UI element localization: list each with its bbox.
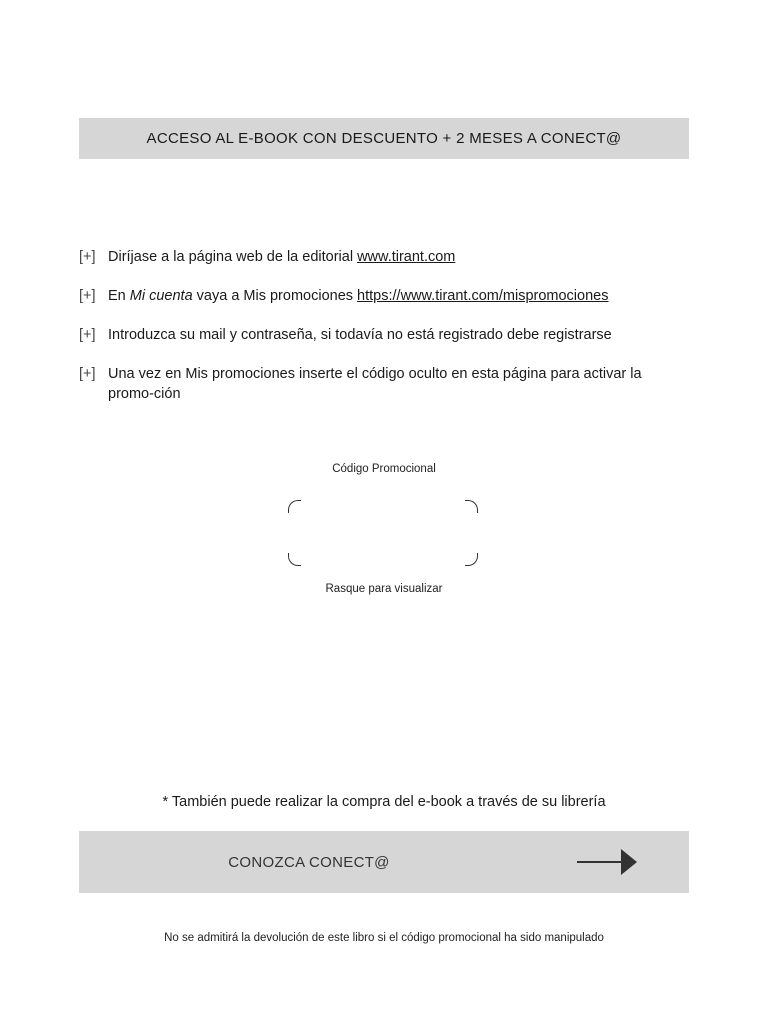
list-item <box>79 247 691 267</box>
mi-cuenta-text: Mi cuenta <box>129 288 193 304</box>
corner-mark <box>288 553 301 566</box>
step-text: En <box>108 288 130 304</box>
corner-mark <box>288 500 301 513</box>
promo-code-label: Código Promocional <box>332 463 436 475</box>
bullet-marker: [+] <box>79 249 96 265</box>
footer-disclaimer: No se admitirá la devolución de este libro si el código promocional ha sido manipulado <box>164 932 604 944</box>
scratch-hint: Rasque para visualizar <box>325 583 443 595</box>
list-item <box>79 364 691 404</box>
bullet-marker: [+] <box>79 288 96 304</box>
bullet-marker: [+] <box>79 327 96 343</box>
bookstore-note: * También puede realizar la compra del e-book a través de su librería <box>162 794 606 810</box>
list-item <box>79 286 691 306</box>
corner-mark <box>465 500 478 513</box>
mispromociones-link[interactable]: https://www.tirant.com/mispromociones <box>357 288 609 304</box>
header-banner <box>79 118 689 159</box>
instruction-list <box>79 247 691 423</box>
arrow-right-icon <box>577 848 639 876</box>
step-text: Una vez en Mis promociones inserte el código oculto en esta página para activar la promo-ción <box>108 366 642 402</box>
page-title: ACCESO AL E-BOOK CON DESCUENTO + 2 MESES A CONECT@ <box>146 130 622 147</box>
corner-mark <box>465 553 478 566</box>
conozca-conecta-button[interactable] <box>79 831 689 893</box>
step-text: Diríjase a la página web de la editorial <box>108 249 358 265</box>
step-text: vaya a Mis promociones <box>192 288 358 304</box>
cta-label: CONOZCA CONECT@ <box>228 853 390 871</box>
scratch-code-area[interactable] <box>288 500 478 566</box>
tirant-link[interactable]: www.tirant.com <box>357 249 456 265</box>
list-item <box>79 325 691 345</box>
bullet-marker: [+] <box>79 366 96 382</box>
step-text: Introduzca su mail y contraseña, si todavía no está registrado debe registrarse <box>108 327 612 343</box>
